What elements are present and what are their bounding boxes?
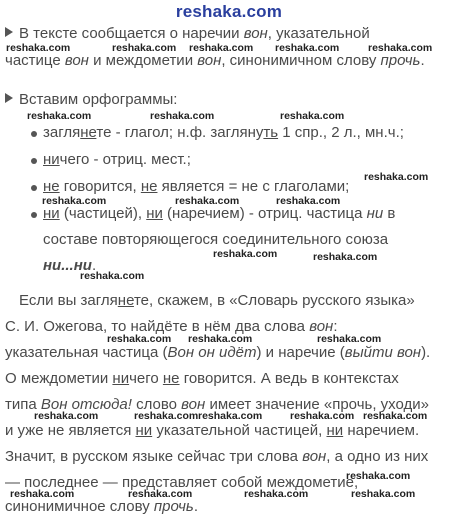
text: вон xyxy=(181,396,206,413)
watermark: reshaka.com xyxy=(363,410,428,422)
list-item-1 xyxy=(43,124,404,142)
text: вон xyxy=(302,448,327,465)
watermark: reshaka.com xyxy=(175,195,240,207)
text: . xyxy=(91,257,97,274)
watermark: reshaka.com xyxy=(112,42,177,54)
text: вон xyxy=(243,25,268,42)
para-line-6 xyxy=(5,422,419,440)
text: и междометии xyxy=(88,52,198,69)
text: загля xyxy=(43,124,81,141)
text: , а одно из них xyxy=(326,448,429,465)
text: чего xyxy=(129,370,163,387)
text: типа xyxy=(5,396,41,413)
text: вон xyxy=(64,52,89,69)
para-line-1 xyxy=(19,292,415,310)
watermark: reshaka.com xyxy=(317,333,382,345)
list-item-3 xyxy=(43,178,349,196)
watermark: reshaka.com xyxy=(198,410,263,422)
text: Вон он идёт xyxy=(167,344,257,361)
text: — последнее — представляет собой междометие, xyxy=(5,474,359,491)
text: не xyxy=(43,178,60,195)
text: прочь xyxy=(153,498,194,515)
text: ни xyxy=(366,205,384,222)
text: вон xyxy=(197,52,222,69)
watermark: reshaka.com xyxy=(368,42,433,54)
text: ни xyxy=(43,151,60,168)
text: те - глагол; н.ф. загляну xyxy=(96,124,264,141)
bullet-icon xyxy=(31,158,37,164)
intro-line-1 xyxy=(5,25,370,43)
watermark: reshaka.com xyxy=(188,333,253,345)
text: Если вы загля xyxy=(19,292,118,309)
intro-line-2 xyxy=(5,52,425,70)
text: ) и наречие ( xyxy=(256,344,345,361)
watermark: reshaka.com xyxy=(213,248,278,260)
text: (наречием) - отриц. частица xyxy=(162,205,367,222)
text: ). xyxy=(421,344,431,361)
list-item-2 xyxy=(43,151,191,169)
text: не xyxy=(80,124,97,141)
text: имеет значение «прочь, уходи» xyxy=(205,396,429,413)
text: составе повторяющегося соединительного союза xyxy=(43,231,389,248)
text: говорится. А ведь в контекстах xyxy=(179,370,399,387)
text: О междометии xyxy=(5,370,113,387)
text: частице xyxy=(5,52,65,69)
para-line-4 xyxy=(5,370,399,388)
watermark: reshaka.com xyxy=(244,488,309,500)
text: те, скажем, в «Словарь русского языка» xyxy=(133,292,415,309)
para-line-3 xyxy=(5,344,430,362)
text: прочь xyxy=(380,52,421,69)
watermark: reshaka.com xyxy=(150,110,215,122)
text: С. И. Ожегова, то найдёте в нём два слова xyxy=(5,318,310,335)
text: ни xyxy=(326,422,344,439)
watermark: reshaka.com xyxy=(275,42,340,54)
watermark: reshaka.com xyxy=(313,251,378,263)
text: указательной частицей, xyxy=(152,422,327,439)
watermark: reshaka.com xyxy=(10,488,75,500)
text: ни...ни xyxy=(43,257,92,274)
text: , указательной xyxy=(267,25,370,42)
text: ни xyxy=(146,205,163,222)
orthogram-heading xyxy=(5,91,177,109)
text: синонимичное слову xyxy=(5,498,154,515)
bullet-icon xyxy=(31,185,37,191)
watermark: reshaka.com xyxy=(189,42,254,54)
text: выйти вон xyxy=(344,344,422,361)
watermark: reshaka.com xyxy=(134,410,199,422)
watermark: reshaka.com xyxy=(34,410,99,422)
text: , синонимичном слову xyxy=(221,52,381,69)
text: : xyxy=(333,318,338,335)
watermark: reshaka.com xyxy=(80,270,145,282)
text: наречием. xyxy=(343,422,420,439)
watermark: reshaka.com xyxy=(280,110,345,122)
watermark: reshaka.com xyxy=(276,195,341,207)
triangle-bullet-icon xyxy=(5,27,13,37)
watermark: reshaka.com xyxy=(351,488,416,500)
text: в xyxy=(383,205,396,222)
text: Значит, в русском языке сейчас три слова xyxy=(5,448,303,465)
text: ть xyxy=(263,124,279,141)
text: 1 спр., 2 л., мн.ч.; xyxy=(278,124,404,141)
text: является = не с глаголами; xyxy=(157,178,350,195)
list-item-4-cont xyxy=(43,231,388,249)
text: чего - отриц. мест.; xyxy=(59,151,191,168)
text: и уже не является xyxy=(5,422,136,439)
para-line-7 xyxy=(5,448,428,466)
para-line-2 xyxy=(5,318,337,336)
text: . xyxy=(193,498,198,515)
text: указательная частица ( xyxy=(5,344,168,361)
text: говорится, xyxy=(59,178,141,195)
text: ни xyxy=(135,422,153,439)
text: слово xyxy=(131,396,182,413)
para-line-9 xyxy=(5,498,198,516)
watermark: reshaka.com xyxy=(6,42,71,54)
text: вон xyxy=(309,318,334,335)
text: Вон отсюда! xyxy=(40,396,132,413)
watermark: reshaka.com xyxy=(27,110,92,122)
watermark: reshaka.com xyxy=(290,410,355,422)
list-item-4 xyxy=(43,205,395,223)
site-title: reshaka.com xyxy=(175,2,283,21)
watermark: reshaka.com xyxy=(364,171,429,183)
heading-text: Вставим орфограммы: xyxy=(19,91,178,108)
watermark: reshaka.com xyxy=(346,470,411,482)
text: ни xyxy=(112,370,130,387)
text: не xyxy=(117,292,134,309)
text: В тексте сообщается о наречии xyxy=(19,25,244,42)
triangle-bullet-icon xyxy=(5,93,13,103)
bullet-icon xyxy=(31,212,37,218)
text: (частицей), xyxy=(59,205,147,222)
text: ни xyxy=(43,205,60,222)
text: не xyxy=(140,178,158,195)
watermark: reshaka.com xyxy=(42,195,107,207)
text: не xyxy=(162,370,180,387)
bullet-icon xyxy=(31,131,37,137)
watermark: reshaka.com xyxy=(107,333,172,345)
text: . xyxy=(420,52,425,69)
watermark: reshaka.com xyxy=(128,488,193,500)
